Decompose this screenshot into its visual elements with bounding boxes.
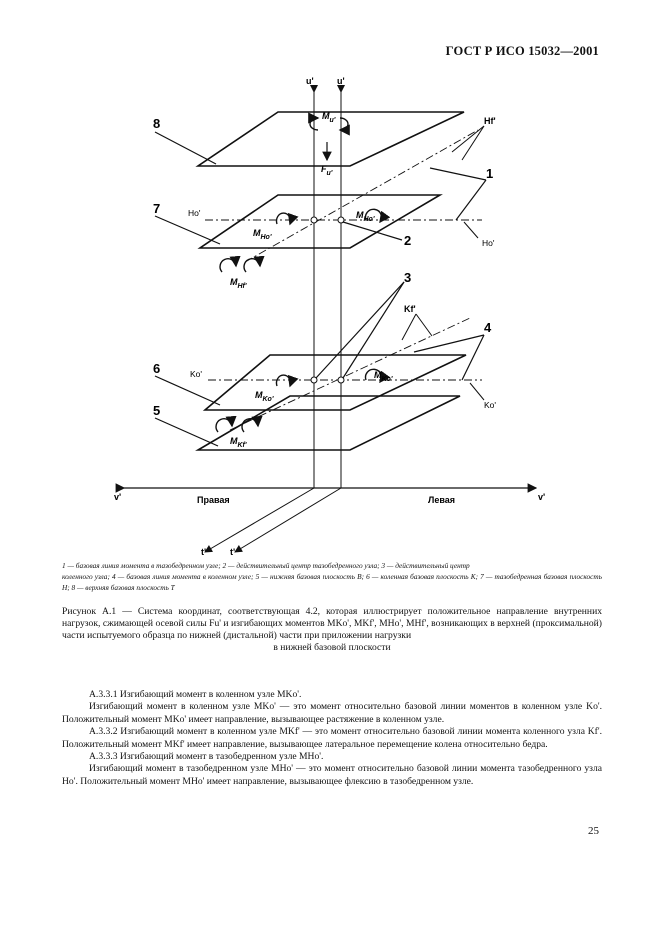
number-label-2: 2 [404,233,412,248]
leader-3b [343,282,404,378]
label-line-ho-left: Ho' [188,208,201,218]
number-label-5: 5 [153,403,161,418]
moment-mko-left-arrow [277,375,291,386]
leader-ko-right [470,383,484,400]
label-line-ho-right: Ho' [482,238,495,248]
caption-last-line: в нижней базовой плоскости [273,642,391,653]
legend-line-2: коленного узла; 4 — базовая линия момента в коленном узле; 5 — нижняя базовая плоскость B; 6 — коленная базовая плоскость K; 7 — тазобедренная базовая плоскость H; 8 — верхняя базовая плоскость T [62,572,602,592]
moment-mhf-arrow-b [244,259,260,272]
leader-2 [343,222,402,240]
figure-legend [62,560,602,593]
leader-hf-b [462,126,484,160]
label-moment-mkf: $M_{Kf'}$ [230,436,247,449]
label-axis-v-left: v' [114,492,122,502]
label-moment-mko-right: $M_{Ko'}$ [374,370,393,383]
hip-center-point-left [311,217,317,223]
leader-4a [414,335,484,352]
label-line-ko-right: Ko' [484,400,497,410]
number-label-3: 3 [404,270,412,285]
hip-moment-line-hf [245,130,478,262]
label-force-fu: $F_{u'}$ [321,164,333,177]
label-axis-v-right: v' [538,492,546,502]
leader-1a [430,168,486,180]
label-moment-mhf: $M_{Hf'}$ [230,277,247,290]
plane-6-knee-reference [205,355,466,410]
label-side-left: Левая [428,495,455,505]
label-axis-t-right: t' [230,547,236,557]
paragraph-a333-definition: Изгибающий момент в тазобедренном узле MHo' — это момент относительно базовой линии момента тазобедренного узла Ho'. Положительный момент MHo' имеет направление, вызывающее флексию в тазобедренном узле. [62,763,602,787]
figure-caption [62,606,602,654]
label-axis-t-left: t' [201,547,207,557]
label-side-right: Правая [197,495,230,505]
number-label-7: 7 [153,201,161,216]
leader-3a [316,282,404,378]
document-header: ГОСТ Р ИСО 15032—2001 [445,44,599,58]
leader-hf-a [452,126,484,152]
leader-5 [155,418,218,446]
number-label-4: 4 [484,320,492,335]
paragraph-a331: А.3.3.1 Изгибающий момент в коленном узле MKo'. [89,689,302,700]
leader-ho-right [464,222,478,238]
label-moment-mko-left: $M_{Ko'}$ [255,390,274,403]
paragraph-a333: А.3.3.3 Изгибающий момент в тазобедренном узле MHo'. [89,751,324,763]
leader-4b [462,335,484,380]
body-text [62,689,602,788]
label-line-ko-left: Ko' [190,369,203,379]
moment-mkf-arrow-a [216,419,232,432]
label-line-kf: Kf' [404,304,416,314]
label-moment-mho-left: $M_{Ho'}$ [253,228,272,241]
moment-mho-left-arrow [277,213,291,224]
knee-moment-line-kf [230,318,470,430]
leader-8 [155,132,216,164]
depth-axis-t-right [235,488,341,552]
caption-text: Рисунок А.1 — Система координат, соответствующая 4.2, которая иллюстрирует положительное направление внутренних нагрузок, сжимающей осевой силы Fu' и изгибающих моментов MKo', MKf', MHo', MHf', возникающих в верхней (проксимальной) части испытуемого образца по нижней (дистальной) части при приложении нагрузки [62,606,602,641]
leader-kf-a [402,314,416,340]
label-moment-mu: $M_{u'}$ [322,111,336,124]
paragraph-a332: А.3.3.2 Изгибающий момент в коленном узле MKf' — это момент относительно базовой линии момента коленного узла Kf'. Положительный момент MKf' имеет направление, вызывающее латеральное перемещение колена относительно бедра. [62,726,602,750]
label-line-hf: Hf' [484,116,496,126]
moment-mhf-arrow-a [220,259,236,272]
number-label-1: 1 [486,166,494,181]
number-label-6: 6 [153,361,161,376]
leader-kf-b [416,314,432,336]
number-label-8: 8 [153,116,161,131]
leader-1b [456,180,486,220]
label-axis-u-right: u' [337,76,345,86]
page-number: 25 [588,825,599,837]
label-axis-u-left: u' [306,76,314,86]
legend-line-1: 1 — базовая линия момента в тазобедренном узле; 2 — действительный центр тазобедренного узла; 3 — действительный центр [62,561,470,570]
label-moment-mho-right: $M_{Ho'}$ [356,210,375,223]
paragraph-a331-definition: Изгибающий момент в коленном узле MKo' — это момент относительно базовой линии моментов в коленном узле Ko'. Положительный момент MKo' имеет направление, вызывающее растяжение в коленном узле. [62,701,602,725]
